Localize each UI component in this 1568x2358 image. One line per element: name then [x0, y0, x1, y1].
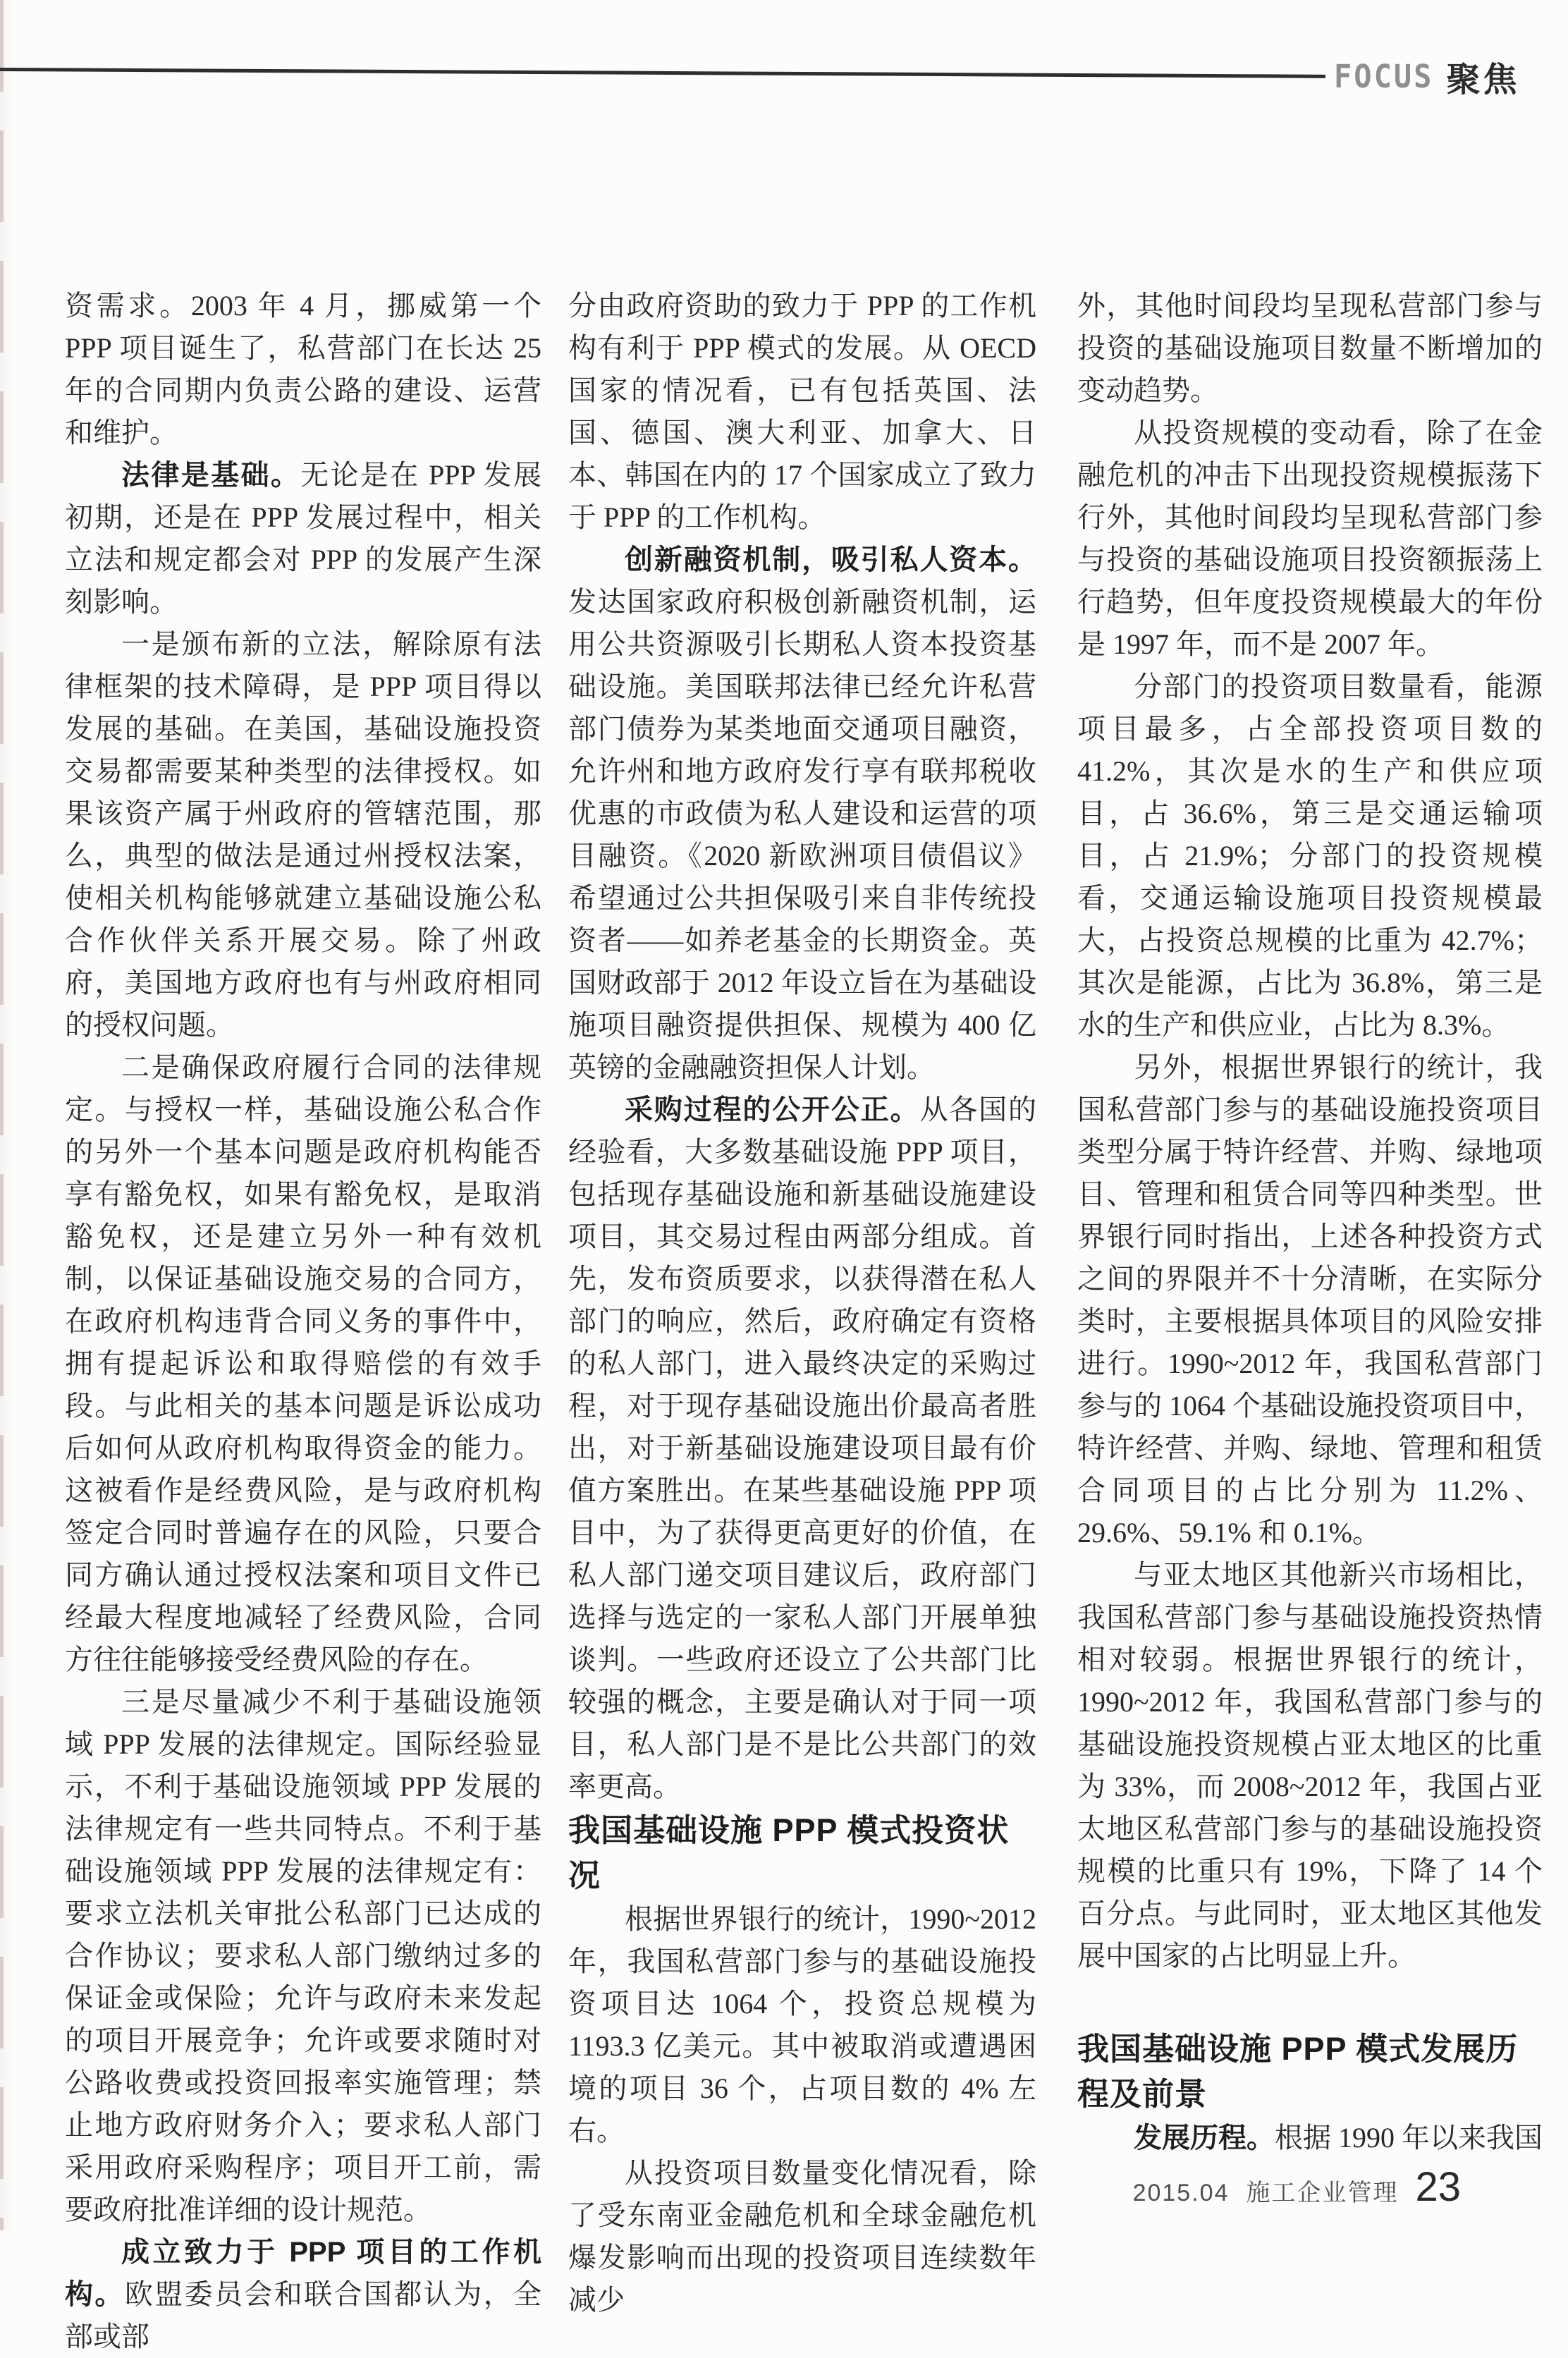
paragraph — [1077, 285, 1543, 412]
paragraph — [1077, 412, 1543, 666]
paragraph — [65, 1046, 541, 1681]
column-2 — [568, 285, 1036, 2321]
paragraph-text: 外，其他时间段均呈现私营部门参与投资的基础设施项目数量不断增加的变动趋势。 — [1077, 290, 1543, 406]
column-3 — [1077, 285, 1543, 2159]
section-label-en: FOCUS — [1334, 58, 1434, 95]
paragraph-text: 一是颁布新的立法，解除原有法律框架的技术障碍，是 PPP 项目得以发展的基础。在美国，基础设施投资交易都需要某种类型的法律授权。如果该资产属于州政府的管辖范围，那么，典型的做法是通过州授权法案，使相关机构能够就建立基础设施公私合作伙伴关系开展交易。除了州政府，美国地方政府也有与州政府相同的授权问题。 — [65, 628, 541, 1041]
header-rule — [0, 68, 1325, 78]
paragraph-text: 从投资规模的变动看，除了在金融危机的冲击下出现投资规模振荡下行外，其他时间段均呈现私营部门参与投资的基础设施项目投资额振荡上行趋势，但年度投资规模最大的年份是 1997 年，而不是 2007 年。 — [1077, 417, 1543, 660]
paragraph-text: 二是确保政府履行合同的法律规定。与授权一样，基础设施公私合作的另外一个基本问题是政府机构能否享有豁免权，如果有豁免权，是取消豁免权，还是建立另外一种有效机制，以保证基础设施交易的合同方，在政府机构违背合同义务的事件中，拥有提起诉讼和取得赔偿的有效手段。与此相关的基本问题是诉讼成功后如何从政府机构取得资金的能力。这被看作是经费风险，是与政府机构签定合同时普遍存在的风险，只要合同方确认通过授权法案和项目文件已经最大程度地减轻了经费风险，合同方往往能够接受经费风险的存在。 — [65, 1051, 541, 1675]
column-1 — [65, 285, 541, 2358]
paragraph — [65, 2231, 541, 2358]
paragraph — [65, 623, 541, 1046]
paragraph-text: 分由政府资助的致力于 PPP 的工作机构有利于 PPP 模式的发展。从 OECD 国家的情况看，已有包括英国、法国、德国、澳大利亚、加拿大、日本、韩国在内的 17 个国家成立了致力于 PPP 的工作机构。 — [568, 290, 1036, 533]
section-banner — [1334, 52, 1519, 101]
paragraph-text: 从投资项目数量变化情况看，除了受东南亚金融危机和全球金融危机爆发影响而出现的投资项目连续数年减少 — [568, 2157, 1036, 2316]
paragraph-lead: 采购过程的公开公正。 — [625, 1094, 920, 1125]
paragraph-text: 从各国的经验看，大多数基础设施 PPP 项目，包括现存基础设施和新基础设施建设项目，其交易过程由两部分组成。首先，发布资质要求，以获得潜在私人部门的响应，然后，政府确定有资格的私人部门，进入最终决定的采购过程，对于现存基础设施出价最高者胜出，对于新基础设施建设项目最有价值方案胜出。在某些基础设施 PPP 项目中，为了获得更高更好的价值，在私人部门递交项目建议后，政府部门选择与选定的一家私人部门开展单独谈判。一些政府还设立了公共部门比较强的概念，主要是确认对于同一项目，私人部门是不是比公共部门的效率更高。 — [568, 1094, 1037, 1802]
paragraph — [568, 285, 1036, 539]
paragraph-lead: 成立致力于 PPP 项目的工作机构。 — [65, 2237, 541, 2310]
paragraph — [568, 539, 1036, 1089]
section-heading-investment-status: 我国基础设施 PPP 模式投资状况 — [568, 1812, 1010, 1893]
footer-page-number: 23 — [1415, 2164, 1461, 2210]
paragraph — [65, 454, 541, 623]
footer-journal-name: 施工企业管理 — [1246, 2180, 1399, 2206]
paragraph-text: 另外，根据世界银行的统计，我国私营部门参与的基础设施投资项目类型分属于特许经营、并购、绿地项目、管理和租赁合同等四种类型。世界银行同时指出，上述各种投资方式之间的界限并不十分清晰，在实际分类时，主要根据具体项目的风险安排进行。1990~2012 年，我国私营部门参与的 1064 个基础设施投资项目中，特许经营、并购、绿地、管理和租赁合同项目的占比分别为 11.2%、29.6%、59.1% 和 0.1%。 — [1077, 1051, 1543, 1548]
paragraph-text: 根据 1990 年以来我国 — [1275, 2122, 1543, 2154]
paragraph-lead: 创新融资机制，吸引私人资本。 — [625, 544, 1036, 575]
paragraph — [568, 1089, 1036, 1808]
paragraph — [1077, 666, 1543, 1046]
paragraph-text: 分部门的投资项目数量看，能源项目最多，占全部投资项目数的 41.2%，其次是水的生产和供应项目，占 36.6%，第三是交通运输项目，占 21.9%；分部门的投资规模看，交通运输设施项目投资规模最大，占投资总规模的比重为 42.7%；其次是能源，占比为 36.8%，第三是水的生产和供应业，占比为 8.3%。 — [1077, 671, 1543, 1041]
paragraph-text: 无论是在 PPP 发展初期，还是在 PPP 发展过程中，相关立法和规定都会对 PPP 的发展产生深刻影响。 — [65, 459, 541, 618]
paragraph-text: 三是尽量减少不利于基础设施领域 PPP 发展的法律规定。国际经验显示，不利于基础设施领域 PPP 发展的法律规定有一些共同特点。不利于基础设施领域 PPP 发展的法律规定有：要求立法机关审批公私部门已达成的合作协议；要求私人部门缴纳过多的保证金或保险；允许与政府未来发起的项目开展竞争；允许或要求随时对公路收费或投资回报率实施管理；禁止地方政府财务介入；要求私人部门采用政府采购程序；项目开工前，需要政府批准详细的设计规范。 — [65, 1686, 541, 2225]
scan-edge-artifact — [0, 0, 4, 2230]
paragraph-text: 与亚太地区其他新兴市场相比，我国私营部门参与基础设施投资热情相对较弱。根据世界银行的统计，1990~2012 年，我国私营部门参与的基础设施投资规模占亚太地区的比重为 33%，而 2008~2012 年，我国占亚太地区私营部门参与的基础设施投资规模的比重只有 19%，下降了 14 个百分点。与此同时，亚太地区其他发展中国家的占比明显上升。 — [1077, 1559, 1543, 1972]
paragraph-text: 根据世界银行的统计，1990~2012 年，我国私营部门参与的基础设施投资项目达 1064 个，投资总规模为 1193.3 亿美元。其中被取消或遭遇困境的项目 36 个，占项目数的 4% 左右。 — [568, 1903, 1036, 2146]
paragraph-text: 发达国家政府积极创新融资机制，运用公共资源吸引长期私人资本投资基础设施。美国联邦法律已经允许私营部门债券为某类地面交通项目融资，允许州和地方政府发行享有联邦税收优惠的市政债为私人建设和运营的项目融资。《2020 新欧洲项目债倡议》希望通过公共担保吸引来自非传统投资者——如养老基金的长期资金。英国财政部于 2012 年设立旨在为基础设施项目融资提供担保、规模为 400 亿英镑的金融融资担保人计划。 — [568, 586, 1036, 1083]
paragraph — [1077, 1046, 1543, 1554]
page-footer — [1133, 2163, 1461, 2211]
paragraph — [1077, 2117, 1543, 2159]
paragraph-text: 欧盟委员会和联合国都认为，全部或部 — [65, 2278, 542, 2352]
paragraph — [65, 285, 541, 454]
paragraph-lead: 法律是基础。 — [121, 460, 301, 491]
paragraph — [568, 2152, 1036, 2321]
paragraph-lead: 发展历程。 — [1134, 2122, 1275, 2154]
paragraph — [1077, 1554, 1543, 1977]
section-label-zh: 聚焦 — [1446, 61, 1520, 99]
footer-issue: 2015.04 — [1132, 2180, 1230, 2206]
paragraph — [568, 1898, 1036, 2152]
section-heading-development-history: 我国基础设施 PPP 模式发展历程及前景 — [1077, 2031, 1519, 2112]
paragraph — [65, 1681, 541, 2231]
paragraph-text: 资需求。2003 年 4 月，挪威第一个 PPP 项目诞生了，私营部门在长达 25 年的合同期内负责公路的建设、运营和维护。 — [65, 290, 541, 448]
